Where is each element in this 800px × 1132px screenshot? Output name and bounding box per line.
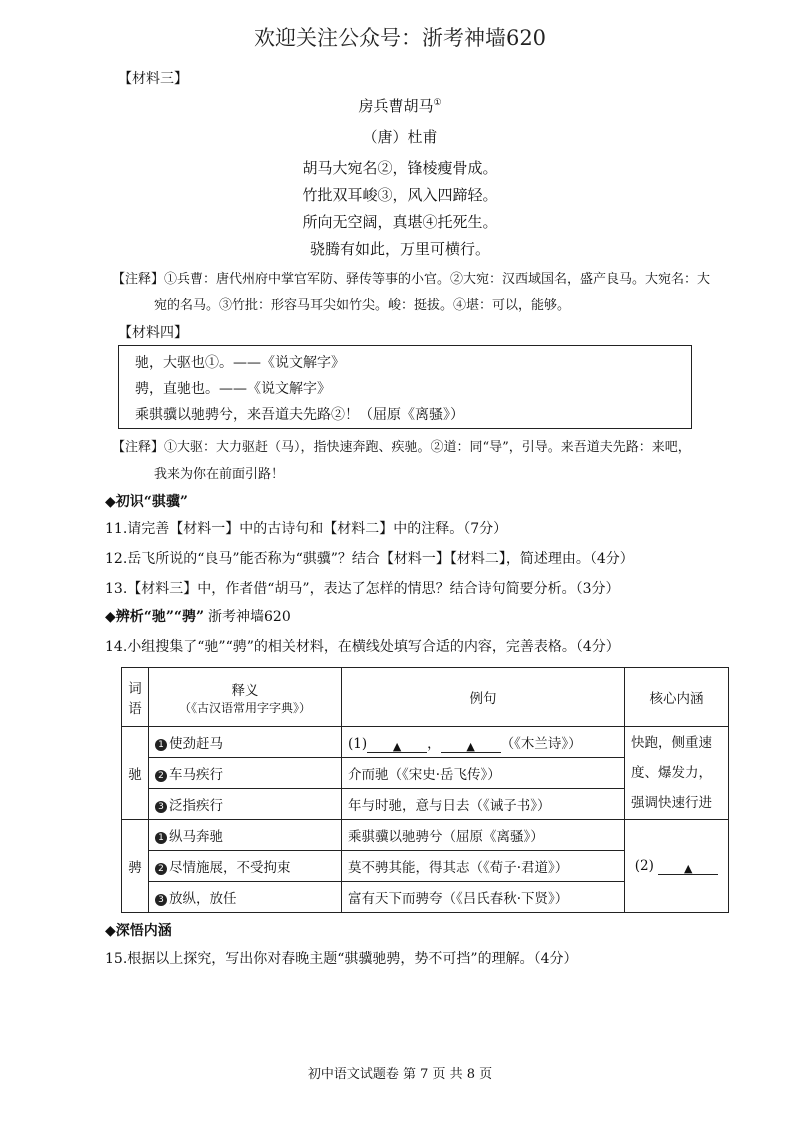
diamond-icon: ◆ <box>105 609 116 625</box>
question-11: 11.请完善【材料一】中的古诗句和【材料二】中的注释。（7分） <box>105 521 508 537</box>
material4-tag: 【材料四】 <box>118 325 188 341</box>
triangle-icon: ▲ <box>683 861 693 875</box>
diamond-icon: ◆ <box>105 923 116 939</box>
example-cell: 年与时驰，意与日去（《诫子书》） <box>342 789 625 820</box>
fill-blank-1b[interactable] <box>441 738 501 753</box>
poem-line: 所向无空阔，真堪④托死生。 <box>302 213 498 231</box>
note-label: 【注释】 <box>112 272 165 287</box>
comparison-table <box>121 667 729 913</box>
table-header-row <box>122 668 729 727</box>
col-header-meaning: 释义 （《古汉语常用字字典》） <box>149 668 342 727</box>
example-cell: 乘骐骥以驰骋兮（屈原《离骚》） <box>342 820 625 851</box>
page-footer: 初中语文试题卷 第 7 页 共 8 页 <box>307 1067 493 1082</box>
question-12: 12.岳飞所说的“良马”能否称为“骐骥”？结合【材料一】【材料二】，简述理由。（4分） <box>105 551 634 567</box>
material4-note-line1: 【注释】①大驱：大力驱赶（马），指快速奔跑、疾驰。②道：同“导”，引导。来吾道夫先路：来吧， <box>112 440 691 455</box>
material3-note-line2: 宛的名马。③竹批：形容马耳尖如竹尖。峻：挺拔。④堪：可以，能够。 <box>154 298 571 313</box>
poem-title: 房兵曹胡马① <box>358 97 442 115</box>
fill-blank-1[interactable] <box>367 738 427 753</box>
core-cell-chi: 快跑，侧重速 度、爆发力， 强调快速行进 <box>625 727 729 820</box>
poem-title-mark: ① <box>433 98 442 108</box>
core-cell-cheng: (2) ▲ <box>625 820 729 913</box>
material3-tag: 【材料三】 <box>118 71 188 87</box>
meaning-cell: 2 尽情施展，不受拘束 <box>149 851 342 882</box>
word-chi: 驰 <box>122 727 149 820</box>
meaning-cell: 2 车马疾行 <box>149 758 342 789</box>
section-heading: ◆初识“骐骥” <box>105 494 188 510</box>
number-badge: 1 <box>155 739 167 751</box>
number-badge: 2 <box>155 863 167 875</box>
number-badge: 3 <box>155 801 167 813</box>
material3-note-line1: 【注释】①兵曹：唐代州府中掌官军防、驿传等事的小官。②大宛：汉西域国名，盛产良马。大宛名：大 <box>112 272 711 287</box>
meaning-cell: 3 放纵，放任 <box>149 882 342 913</box>
number-badge: 3 <box>155 894 167 906</box>
note-label: 【注释】 <box>112 440 165 455</box>
triangle-icon: ▲ <box>392 739 402 753</box>
table-row <box>122 727 729 758</box>
col-header-word: 词语 <box>122 668 149 727</box>
material4-box <box>118 345 692 429</box>
example-cell: (1) ▲ ， ▲ （《木兰诗》） <box>342 727 625 758</box>
material4-line: 骋，直驰也。——《说文解字》 <box>135 381 331 397</box>
poem-line: 骁腾有如此，万里可横行。 <box>309 240 490 258</box>
watermark-text: 浙考神墙620 <box>208 609 291 625</box>
section-heading: ◆深悟内涵 <box>105 923 172 939</box>
col-header-example: 例句 <box>342 668 625 727</box>
fill-blank-2[interactable] <box>658 860 718 875</box>
poem-line: 竹批双耳峻③，风入四蹄轻。 <box>302 186 498 204</box>
col-header-meaning-sub: （《古汉语常用字字典》） <box>178 700 311 715</box>
example-cell: 莫不骋其能，得其志（《荀子·君道》） <box>342 851 625 882</box>
meaning-cell: 1 纵马奔驰 <box>149 820 342 851</box>
col-header-core: 核心内涵 <box>625 668 729 727</box>
question-13: 13.【材料三】中，作者借“胡马”，表达了怎样的情思？结合诗句简要分析。（3分） <box>105 581 620 597</box>
poem-author: （唐）杜甫 <box>362 128 438 146</box>
table-row <box>122 820 729 851</box>
number-badge: 2 <box>155 770 167 782</box>
triangle-icon: ▲ <box>466 739 475 753</box>
number-badge: 1 <box>155 832 167 844</box>
meaning-cell: 1 使劲赶马 <box>149 727 342 758</box>
word-cheng: 骋 <box>122 820 149 913</box>
material4-line: 乘骐骥以驰骋兮，来吾道夫先路②！（屈原《离骚》） <box>135 407 464 423</box>
question-15: 15.根据以上探究，写出你对春晚主题“骐骥驰骋，势不可挡”的理解。（4分） <box>105 951 578 967</box>
poem-line: 胡马大宛名②，锋棱瘦骨成。 <box>302 159 498 177</box>
material4-line: 驰，大驱也①。——《说文解字》 <box>135 355 345 371</box>
page-header-title: 欢迎关注公众号：浙考神墙620 <box>253 26 547 50</box>
section-heading: ◆辨析“驰”“骋” 浙考神墙620 <box>105 609 291 625</box>
example-cell: 介而驰（《宋史·岳飞传》） <box>342 758 625 789</box>
material4-note-line2: 我来为你在前面引路！ <box>154 467 285 482</box>
question-14: 14.小组搜集了“驰”“骋”的相关材料，在横线处填写合适的内容，完善表格。（4分） <box>105 639 620 655</box>
example-cell: 富有天下而骋夸（《吕氏春秋·下贤》） <box>342 882 625 913</box>
diamond-icon: ◆ <box>105 494 116 510</box>
meaning-cell: 3 泛指疾行 <box>149 789 342 820</box>
